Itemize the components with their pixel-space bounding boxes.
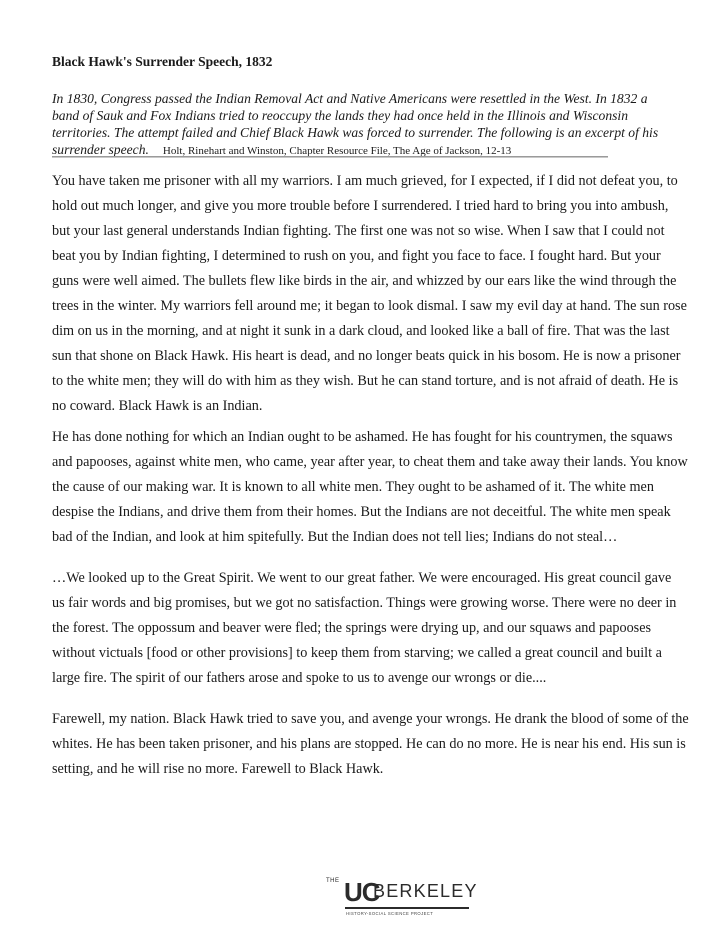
speech-line: hold out much longer, and give you more trouble before I surrendered. I tried hard to bring you into ambush,: [52, 198, 669, 214]
uc-berkeley-logo: [326, 874, 476, 930]
speech-line: no coward. Black Hawk is an Indian.: [52, 398, 263, 414]
logo-underline: [345, 907, 469, 909]
speech-paragraph-1: [52, 169, 692, 419]
speech-line: You have taken me prisoner with all my warriors. I am much grieved, for I expected, if I did not defeat you, to: [52, 173, 678, 189]
speech-line: whites. He has been taken prisoner, and his plans are stopped. He can do no more. He is near his end. His sun is: [52, 736, 686, 752]
intro-line: band of Sauk and Fox Indians tried to reoccupy the lands they had once held in the Illinois and Wisconsin: [52, 108, 629, 123]
source-citation: Holt, Rinehart and Winston, Chapter Resource File, The Age of Jackson, 12-13: [162, 145, 512, 157]
intro-paragraph: [52, 90, 692, 160]
speech-paragraph-4: [52, 707, 692, 782]
intro-line: In 1830, Congress passed the Indian Removal Act and Native Americans were resettled in the West. In 1832 a: [52, 91, 648, 106]
speech-line: trees in the winter. My warriors fell around me; it began to look dismal. I saw my evil day at hand. The sun rose: [52, 298, 687, 314]
speech-line: beat you by Indian fighting, I determined to rush on you, and fight you face to face. I fought hard. But your: [52, 248, 661, 264]
speech-line: large fire. The spirit of our fathers arose and spoke to us to avenge our wrongs or die....: [52, 670, 547, 686]
speech-line: sun that shone on Black Hawk. His heart is dead, and no longer beats quick in his bosom. He is now a prisoner: [52, 348, 681, 364]
speech-line: bad of the Indian, and look at him spitefully. But the Indian does not tell lies; Indians do not steal…: [52, 529, 618, 545]
speech-line: the forest. The oppossum and beaver were fled; the springs were drying up, and our squaws and papooses: [52, 620, 652, 636]
logo-berkeley-text: BERKELEY: [373, 881, 478, 901]
speech-line: and papooses, against white men, who came, year after year, to cheat them and take away their lands. You know: [52, 454, 688, 470]
intro-line-text: surrender speech.: [52, 142, 149, 157]
speech-line: but your last general understands Indian fighting. The first one was not so wise. When I saw that I could not: [52, 223, 665, 239]
speech-paragraph-2: [52, 425, 692, 550]
speech-line: despise the Indians, and drive them from their homes. But the Indians are not deceitful. The white men speak: [52, 504, 671, 520]
document-title: Black Hawk's Surrender Speech, 1832: [52, 54, 273, 69]
speech-line: guns were well aimed. The bullets flew like birds in the air, and whizzed by our ears like the wind through the: [52, 273, 677, 289]
logo-subtitle: HISTORY-SOCIAL SCIENCE PROJECT: [346, 911, 434, 916]
speech-line: He has done nothing for which an Indian ought to be ashamed. He has fought for his countrymen, the squaws: [52, 429, 673, 445]
logo-uc-text: UC: [344, 877, 380, 907]
speech-line: setting, and he will rise no more. Farewell to Black Hawk.: [52, 761, 384, 777]
speech-line: to the white men; they will do with him as they wish. But he can stand torture, and is not afraid of death. He is: [52, 373, 679, 389]
speech-paragraph-3: [52, 566, 692, 691]
speech-line: us fair words and big promises, but we got no satisfaction. Things were growing worse. There were no deer in: [52, 595, 677, 611]
speech-line: Farewell, my nation. Black Hawk tried to save you, and avenge your wrongs. He drank the blood of some of the: [52, 711, 689, 727]
speech-line: …We looked up to the Great Spirit. We went to our great father. We were encouraged. His great council gave: [52, 570, 672, 586]
speech-line: without victuals [food or other provisions] to keep them from starving; we called a great council and built a: [52, 645, 662, 661]
speech-line: dim on us in the morning, and at night it sunk in a dark cloud, and looked like a ball of fire. That was the last: [52, 323, 670, 339]
logo-the-text: THE: [326, 878, 340, 884]
intro-line: territories. The attempt failed and Chief Black Hawk was forced to surrender. The following is an excerpt of his: [52, 125, 659, 140]
intro-divider: [52, 156, 608, 158]
speech-line: the cause of our making war. It is known to all white men. They ought to be ashamed of it. The white men: [52, 479, 654, 495]
